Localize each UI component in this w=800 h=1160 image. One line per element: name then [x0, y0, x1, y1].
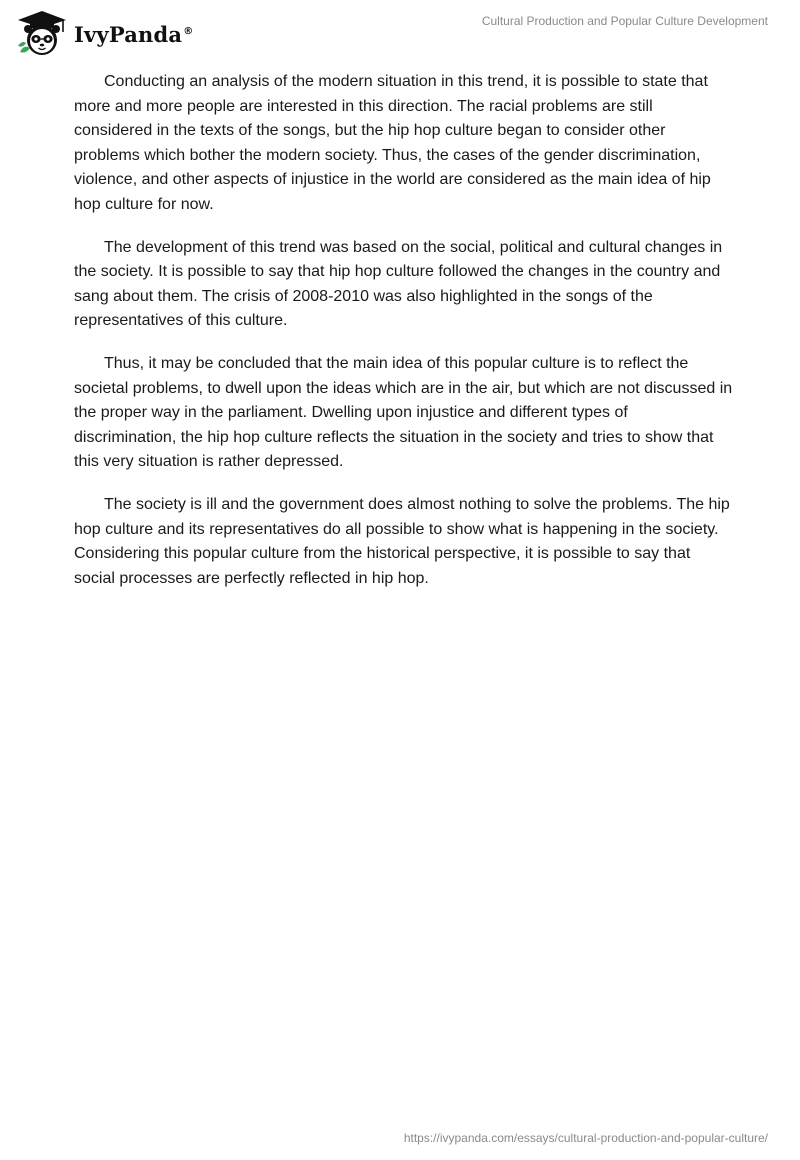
essay-body: [74, 70, 734, 609]
brand-name: IvyPanda: [74, 21, 183, 47]
paragraph-2: The development of this trend was based on the social, political and cultural changes in the society. It is possible to say that hip hop culture followed the changes in the country and sang about them. The crisis of 2008-2010 was also highlighted in the songs of the representatives of this culture.: [74, 238, 723, 330]
ivypanda-logo[interactable]: [14, 8, 193, 58]
paragraph-4: The society is ill and the government does almost nothing to solve the problems. The hip hop culture and its representatives do all possible to show what is happening in the society. Considering this popular culture from the historical perspective, it is possible to say that social processes are perfectly reflected in hip hop.: [74, 495, 730, 587]
registered-mark: ®: [183, 25, 194, 37]
page-header: [0, 0, 800, 60]
paragraph-1: Conducting an analysis of the modern situation in this trend, it is possible to state that more and more people are interested in this direction. The racial problems are still considered in the texts of the songs, but the hip hop culture began to consider other problems which bother the modern society. Thus, the cases of the gender discrimination, violence, and other aspects of injustice in the world are considered as the main idea of hip hop culture for now.: [74, 73, 711, 213]
panda-graduate-icon: [14, 8, 70, 58]
paragraph-3: Thus, it may be concluded that the main idea of this popular culture is to reflect the societal problems, to dwell upon the ideas which are in the air, but which are not discussed in the proper way in the parliament. Dwelling upon injustice and different types of discrimination, the hip hop culture reflects the situation in the society and tries to show that this very situation is rather depressed.: [74, 354, 733, 471]
document-title: Cultural Production and Popular Culture Development: [481, 14, 768, 28]
source-url-link[interactable]: https://ivypanda.com/essays/cultural-production-and-popular-culture/: [403, 1131, 768, 1145]
